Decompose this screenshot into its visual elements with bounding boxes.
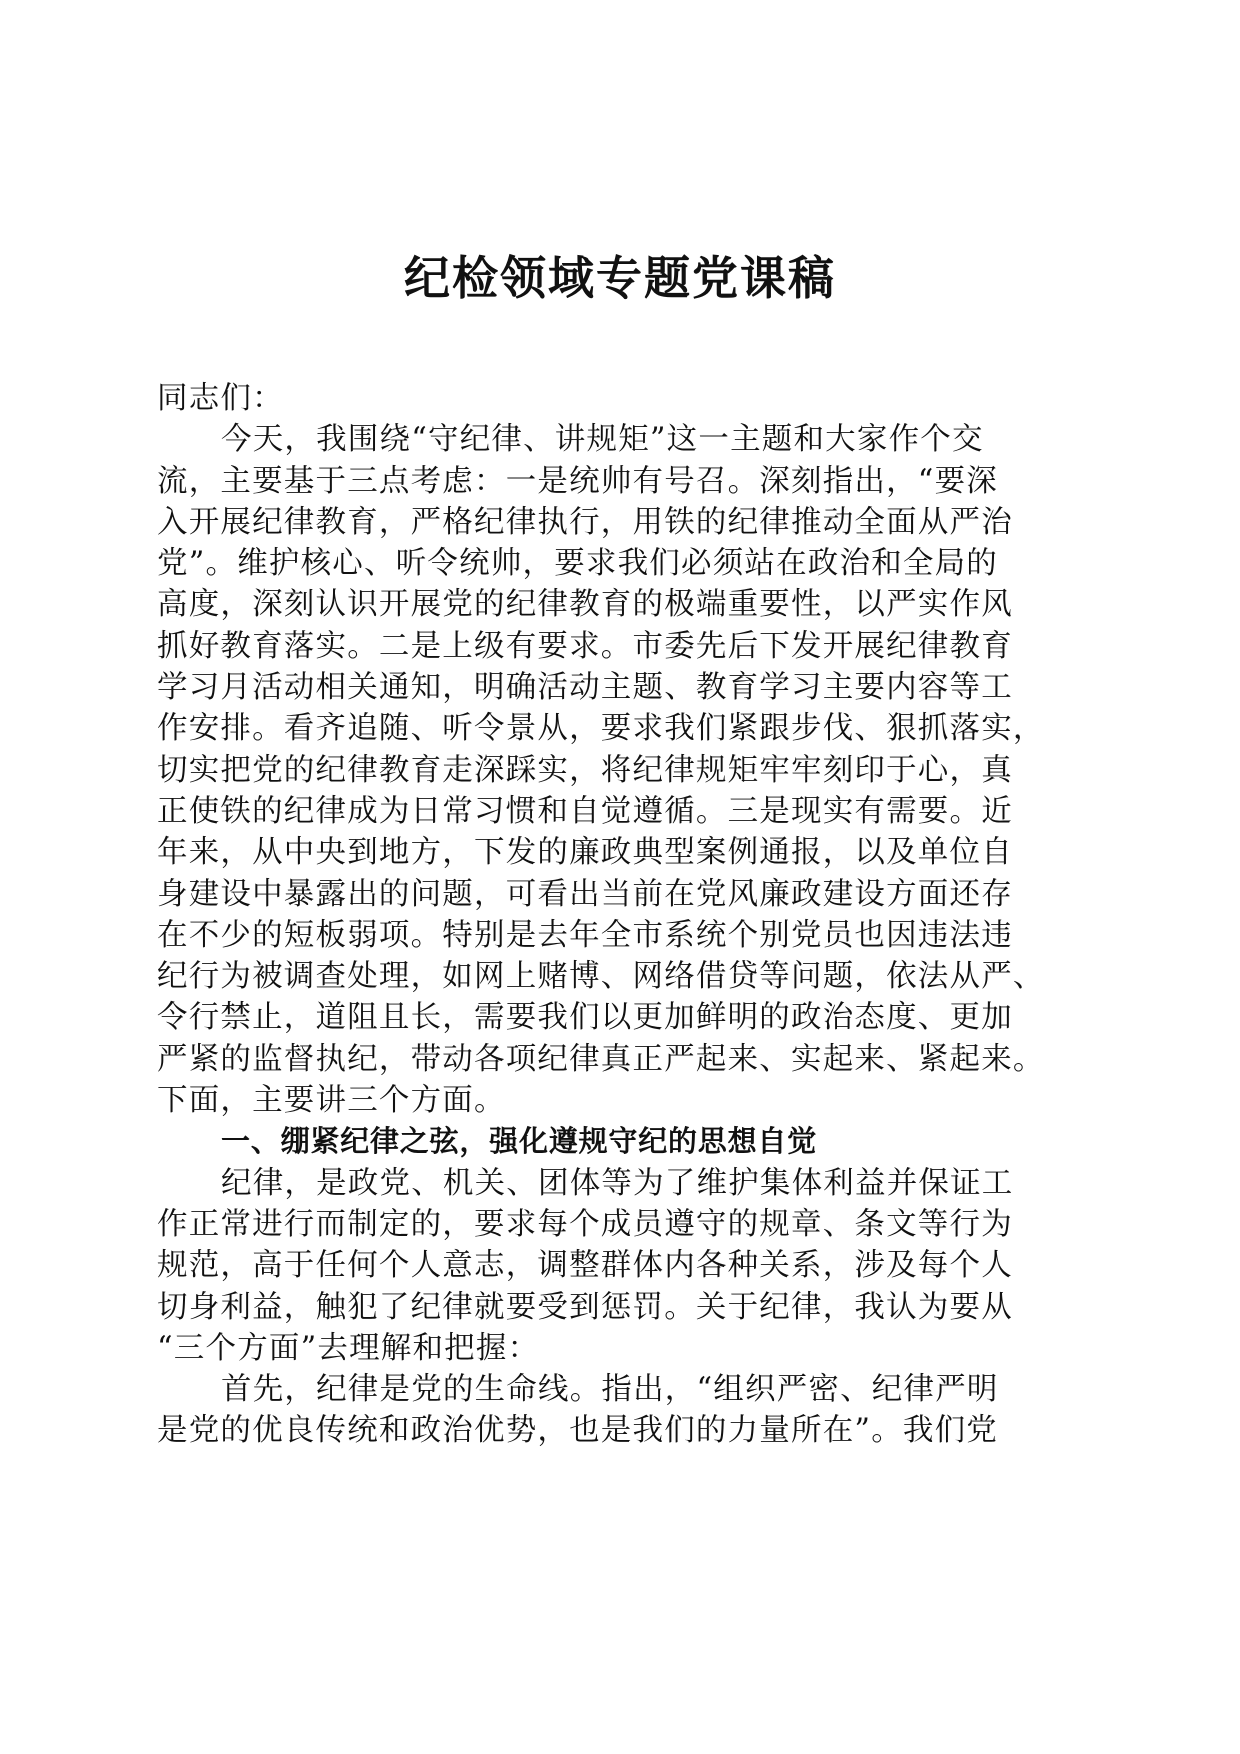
text-line: 今天，我围绕“守纪律、讲规矩”这一主题和大家作个交 bbox=[221, 422, 984, 458]
text-line: 学习月活动相关通知，明确活动主题、教育学习主要内容等工 bbox=[157, 670, 1013, 706]
section-heading: 一、绷紧纪律之弦，强化遵规守纪的思想自觉 bbox=[221, 1124, 818, 1159]
text-line: 严紧的监督执纪，带动各项纪律真正严起来、实起来、紧起来。 bbox=[157, 1041, 1045, 1077]
text-line: 作安排。看齐追随、听令景从，要求我们紧跟步伐、狠抓落实， bbox=[157, 711, 1045, 747]
text-line: 首先，纪律是党的生命线。指出，“组织严密、纪律严明 bbox=[221, 1372, 999, 1408]
text-line: 纪律，是政党、机关、团体等为了维护集体利益并保证工 bbox=[221, 1165, 1014, 1201]
text-line: 年来，从中央到地方，下发的廉政典型案例通报，以及单位自 bbox=[157, 835, 1013, 871]
text-line: 切实把党的纪律教育走深踩实，将纪律规矩牢牢刻印于心，真 bbox=[157, 752, 1013, 788]
text-line: 流，主要基于三点考虑：一是统帅有号召。深刻指出，“要深 bbox=[157, 463, 998, 499]
text-line: 切身利益，触犯了纪律就要受到惩罚。关于纪律，我认为要从 bbox=[157, 1289, 1013, 1325]
document-title: 纪检领域专题党课稿 bbox=[404, 251, 836, 305]
text-line: 规范，高于任何个人意志，调整群体内各种关系，涉及每个人 bbox=[157, 1248, 1013, 1284]
text-line: 高度，深刻认识开展党的纪律教育的极端重要性，以严实作风 bbox=[157, 587, 1013, 623]
text-line: 作正常进行而制定的，要求每个成员遵守的规章、条文等行为 bbox=[157, 1206, 1013, 1242]
text-line: 是党的优良传统和政治优势，也是我们的力量所在”。我们党 bbox=[157, 1413, 998, 1449]
text-line: “三个方面”去理解和把握： bbox=[157, 1330, 540, 1366]
text-line: 同志们： bbox=[157, 381, 284, 416]
text-line: 下面，主要讲三个方面。 bbox=[157, 1083, 506, 1119]
text-line: 党”。维护核心、听令统帅，要求我们必须站在政治和全局的 bbox=[157, 546, 998, 582]
text-line: 入开展纪律教育，严格纪律执行，用铁的纪律推动全面从严治 bbox=[157, 504, 1013, 540]
text-line: 纪行为被调查处理，如网上赌博、网络借贷等问题，依法从严、 bbox=[157, 959, 1045, 995]
text-line: 正使铁的纪律成为日常习惯和自觉遵循。三是现实有需要。近 bbox=[157, 793, 1013, 829]
text-line: 身建设中暴露出的问题，可看出当前在党风廉政建设方面还存 bbox=[157, 876, 1013, 912]
text-line: 在不少的短板弱项。特别是去年全市系统个别党员也因违法违 bbox=[157, 917, 1013, 953]
text-line: 令行禁止，道阻且长，需要我们以更加鲜明的政治态度、更加 bbox=[157, 1000, 1013, 1036]
text-line: 抓好教育落实。二是上级有要求。市委先后下发开展纪律教育 bbox=[157, 628, 1013, 664]
document-body bbox=[157, 378, 1097, 1452]
